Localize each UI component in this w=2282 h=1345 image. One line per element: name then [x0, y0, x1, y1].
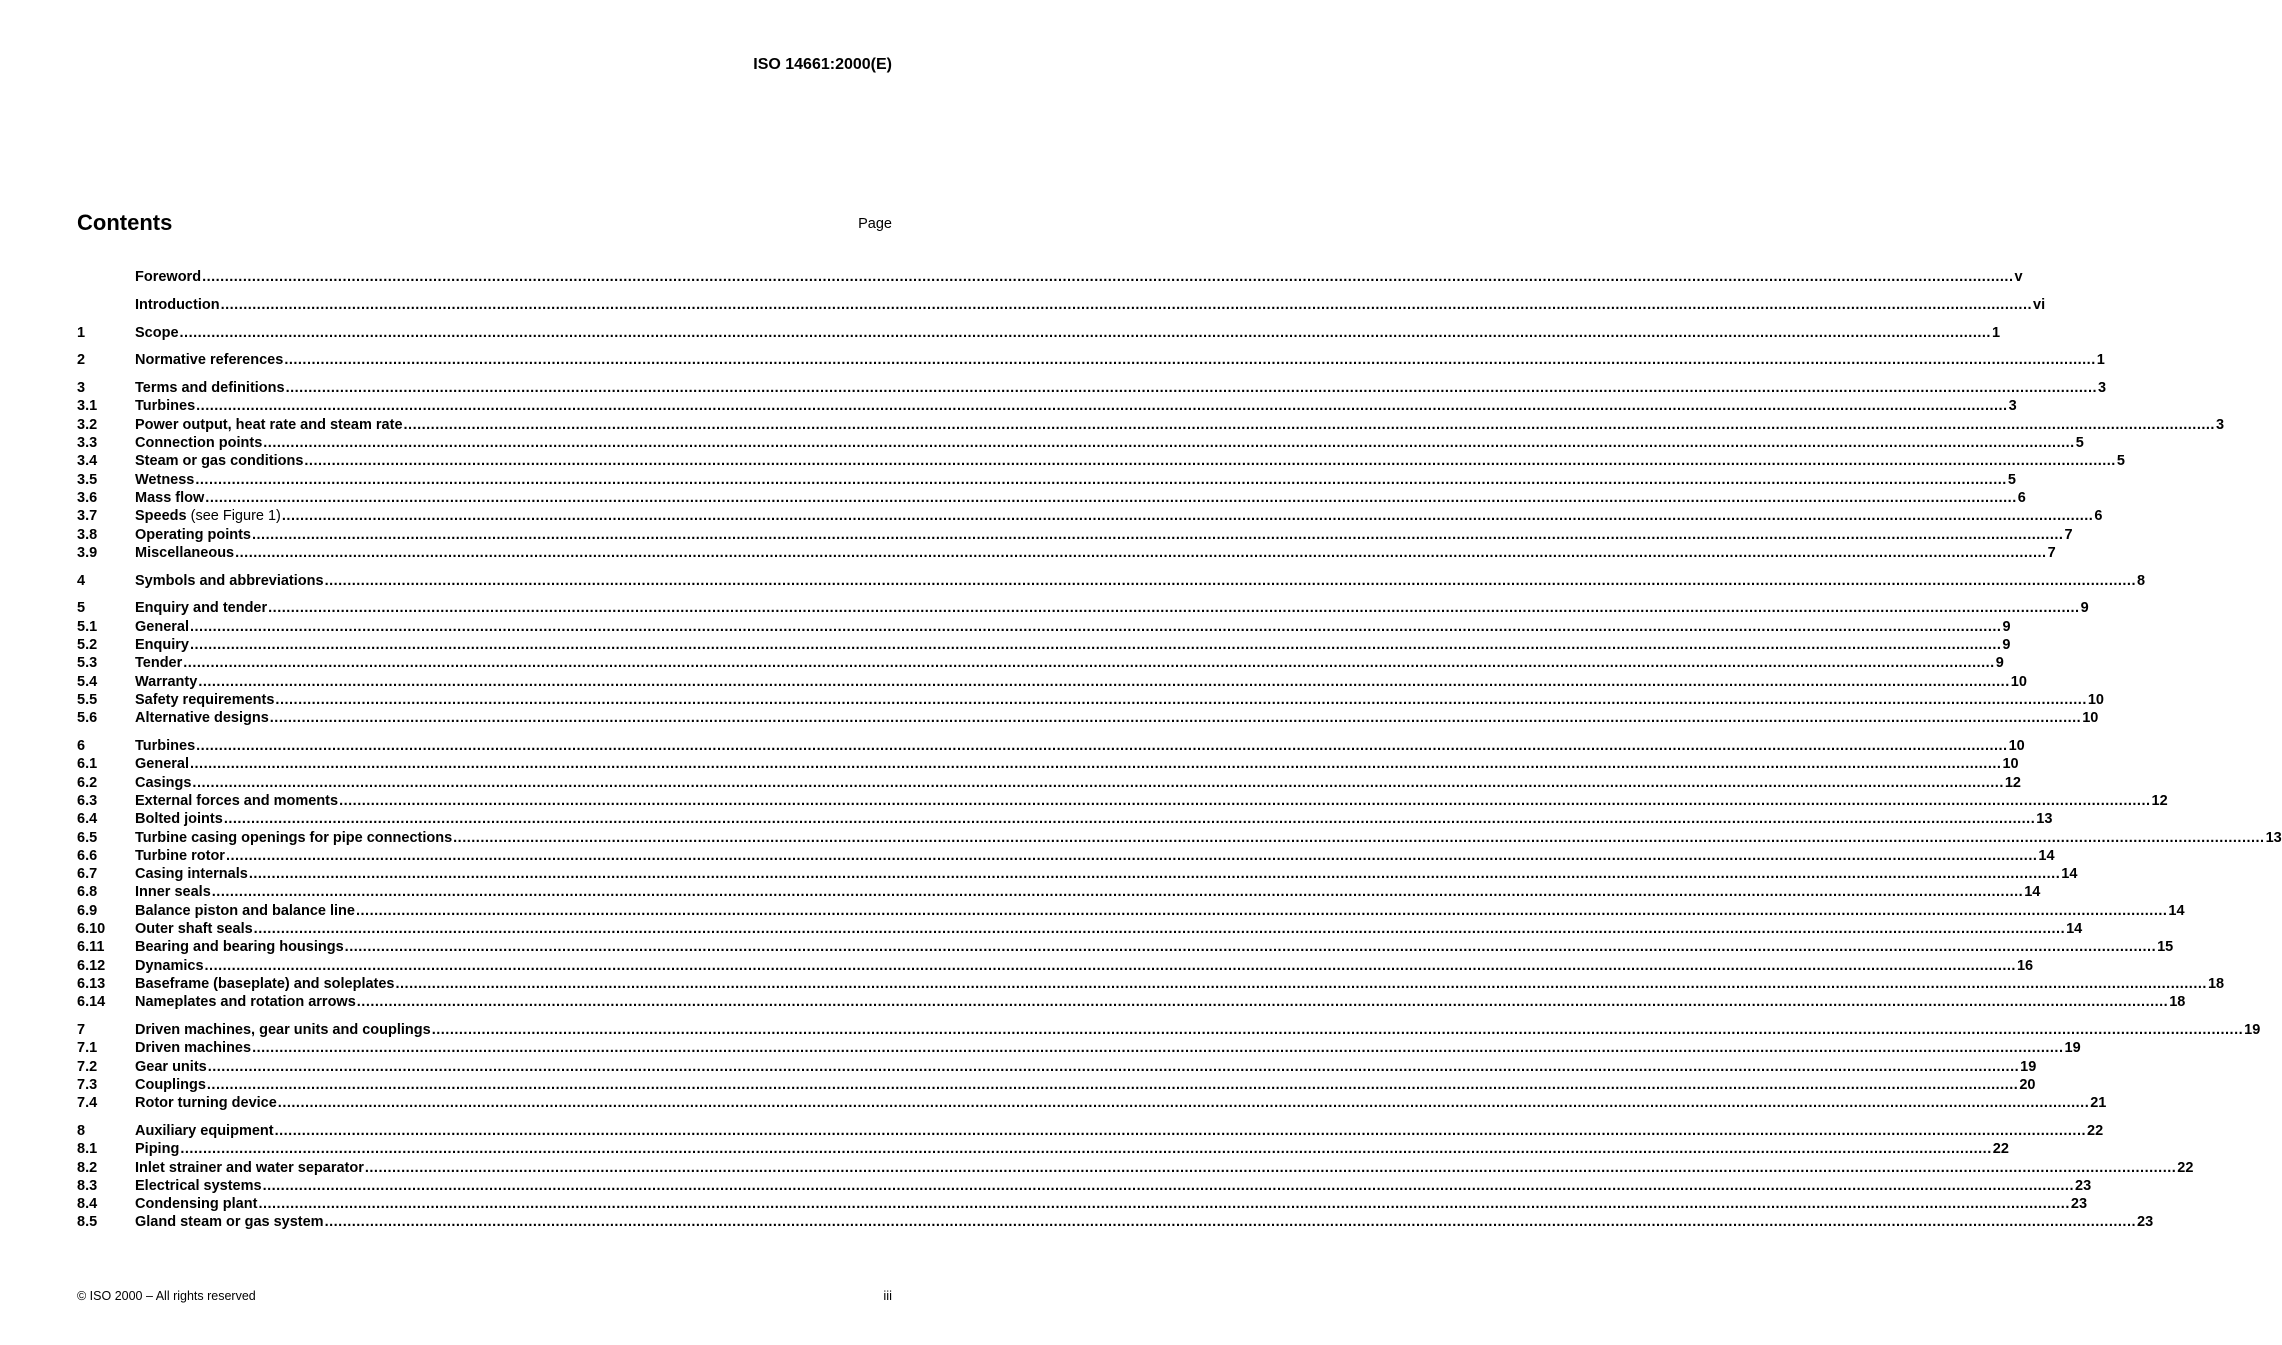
- toc-entry-title-text: Enquiry and tender: [135, 600, 268, 617]
- toc-entry-title-text: Inlet strainer and water separator: [135, 1159, 364, 1176]
- toc-entry-title: [135, 527, 251, 543]
- toc-entry-number: 7: [77, 1021, 86, 1038]
- toc-entry[interactable]: [77, 572, 2146, 591]
- toc-entry[interactable]: [77, 453, 2125, 471]
- toc-entry[interactable]: [77, 957, 2034, 976]
- toc-entry-page: 3: [2215, 416, 2225, 433]
- toc-dot-leader: ................................................................................................................................................................................................................................................................................................................................................................................................................: [339, 792, 2151, 809]
- toc-entry-page: 10: [2010, 673, 2027, 690]
- toc-entry-number: 6.5: [77, 829, 98, 846]
- toc-entry-number: 8.2: [77, 1159, 98, 1176]
- toc-entry[interactable]: [77, 939, 2174, 957]
- toc-entry-number: 3.8: [77, 526, 98, 543]
- toc-entry-title: [135, 637, 189, 653]
- toc-entry[interactable]: [77, 435, 2084, 453]
- toc-dot-leader: ................................................................................................................................................................................................................................................................................................................................................................................................................: [285, 380, 2098, 397]
- page-column-label: Page: [858, 216, 892, 232]
- toc-dot-leader: ................................................................................................................................................................................................................................................................................................................................................................................................................: [344, 939, 2157, 956]
- toc-entry-number: 3.9: [77, 544, 98, 561]
- toc-entry[interactable]: [77, 544, 2056, 563]
- toc-entry-title: [135, 417, 403, 433]
- toc-entry[interactable]: [77, 1141, 2009, 1159]
- toc-entry[interactable]: [77, 710, 2099, 728]
- toc-entry-title: [135, 325, 179, 341]
- toc-dot-leader: ................................................................................................................................................................................................................................................................................................................................................................................................................: [235, 544, 2047, 561]
- toc-entry-title: [135, 775, 191, 791]
- toc-entry-title-text: Piping: [135, 1141, 180, 1158]
- toc-entry-title: [135, 600, 267, 616]
- toc-entry-number: 3.2: [77, 416, 98, 433]
- toc-entry-title: [135, 297, 220, 313]
- toc-entry-title: [135, 674, 197, 690]
- toc-entry-title-text: Auxiliary equipment: [135, 1122, 274, 1139]
- toc-entry-page: 19: [2244, 1021, 2261, 1038]
- toc-entry-title: [135, 866, 248, 882]
- toc-entry[interactable]: [77, 637, 2011, 655]
- toc-dot-leader: ................................................................................................................................................................................................................................................................................................................................................................................................................: [195, 471, 2007, 488]
- toc-entry-title: [135, 692, 274, 708]
- toc-entry-page: 14: [2024, 884, 2041, 901]
- toc-dot-leader: ................................................................................................................................................................................................................................................................................................................................................................................................................: [223, 811, 2036, 828]
- toc-entry-title: [135, 573, 324, 589]
- toc-entry-number: 6.2: [77, 774, 98, 791]
- toc-entry-title: [135, 1123, 274, 1139]
- toc-entry-page: 22: [2177, 1159, 2194, 1176]
- toc-entry-number: 8.5: [77, 1214, 98, 1231]
- toc-entry-title-text: Baseframe (baseplate) and soleplates: [135, 975, 395, 992]
- toc-entry-number: 5.5: [77, 691, 98, 708]
- toc-entry-title: [135, 545, 234, 561]
- toc-entry-title-text: Bearing and bearing housings: [135, 939, 344, 956]
- toc-entry-title-text: Inner seals: [135, 884, 211, 901]
- toc-entry-title: [135, 1077, 206, 1093]
- toc-entry-page: 3: [2008, 398, 2017, 415]
- toc-entry-title-text: Driven machines: [135, 1040, 252, 1057]
- toc-dot-leader: ................................................................................................................................................................................................................................................................................................................................................................................................................: [211, 884, 2024, 901]
- toc-entry-title-text: Outer shaft seals: [135, 921, 253, 937]
- toc-dot-leader: ................................................................................................................................................................................................................................................................................................................................................................................................................: [196, 398, 2008, 415]
- contents-heading: Contents: [77, 210, 173, 235]
- toc-entry-number: 5: [77, 600, 86, 617]
- toc-entry-page: 20: [2019, 1076, 2036, 1093]
- toc-entry-title: [135, 830, 452, 846]
- toc-entry-title-text: Turbines: [135, 738, 196, 755]
- toc-entry-page: 18: [2207, 975, 2225, 992]
- toc-dot-leader: ................................................................................................................................................................................................................................................................................................................................................................................................................: [258, 1196, 2070, 1213]
- toc-entry-page: v: [2014, 269, 2023, 285]
- toc-entry[interactable]: [77, 489, 2026, 508]
- toc-entry-number: 7.1: [77, 1040, 98, 1057]
- toc-entry-number: 8.1: [77, 1141, 98, 1158]
- toc-entry-number: 5.4: [77, 673, 98, 690]
- toc-entry-title: [135, 848, 225, 864]
- toc-entry-number: 6.13: [77, 975, 106, 992]
- toc-entry-page: 21: [2090, 1095, 2107, 1112]
- toc-entry[interactable]: [77, 508, 2103, 526]
- toc-entry-title: [135, 903, 355, 919]
- toc-dot-leader: ................................................................................................................................................................................................................................................................................................................................................................................................................: [269, 710, 2082, 727]
- toc-entry-title: [135, 1141, 179, 1157]
- toc-entry-number: 6.9: [77, 902, 98, 919]
- toc-entry-page: 19: [2064, 1040, 2081, 1057]
- toc-entry-title-text: Couplings: [135, 1076, 206, 1093]
- toc-entry[interactable]: [77, 416, 2225, 435]
- toc-dot-leader: ................................................................................................................................................................................................................................................................................................................................................................................................................: [262, 1177, 2074, 1194]
- toc-entry-title-text: Gland steam or gas system: [135, 1214, 324, 1231]
- toc-entry-number: 6.11: [77, 939, 105, 956]
- toc-dot-leader: ................................................................................................................................................................................................................................................................................................................................................................................................................: [324, 1214, 2137, 1231]
- toc-entry-page: 9: [1995, 655, 2004, 672]
- toc-entry[interactable]: [77, 847, 2055, 866]
- toc-dot-leader: ................................................................................................................................................................................................................................................................................................................................................................................................................: [205, 489, 2017, 506]
- toc-entry[interactable]: [77, 1095, 2107, 1113]
- toc-dot-leader: ................................................................................................................................................................................................................................................................................................................................................................................................................: [453, 829, 2265, 846]
- toc-entry-number: 6: [77, 738, 86, 755]
- toc-entry-page: 10: [2002, 756, 2019, 773]
- toc-entry-title-text: Safety requirements: [135, 691, 275, 708]
- toc-entry-title-text: Miscellaneous: [135, 544, 235, 561]
- toc-entry-title-text: Wetness: [135, 471, 195, 488]
- toc-entry-number: 6.4: [77, 811, 98, 828]
- toc-entry[interactable]: [77, 324, 2001, 343]
- toc-entry-title: [135, 884, 211, 900]
- toc-entry[interactable]: [77, 380, 2107, 398]
- toc-entry-title-text: Casings: [135, 774, 192, 791]
- toc-entry-number: 5.3: [77, 655, 98, 672]
- toc-entry-number: 3.5: [77, 471, 98, 488]
- toc-entry-number: 8: [77, 1122, 86, 1139]
- toc-entry-title-text: Tender: [135, 655, 183, 672]
- toc-entry[interactable]: [77, 975, 2225, 994]
- toc-entry-number: 6.8: [77, 884, 98, 901]
- toc-entry-page: 9: [2002, 618, 2011, 635]
- toc-entry-title: [135, 1178, 262, 1194]
- toc-dot-leader: ................................................................................................................................................................................................................................................................................................................................................................................................................: [277, 1095, 2090, 1112]
- toc-entry-number: 6.6: [77, 847, 98, 864]
- toc-dot-leader: ................................................................................................................................................................................................................................................................................................................................................................................................................: [204, 957, 2016, 974]
- toc-entry-page: 7: [2064, 526, 2073, 543]
- toc-entry-number: 3.7: [77, 508, 98, 525]
- toc-entry[interactable]: [77, 1040, 2081, 1058]
- toc-entry-title: [135, 352, 283, 368]
- toc-entry-title-text: External forces and moments: [135, 792, 339, 809]
- toc-dot-leader: ................................................................................................................................................................................................................................................................................................................................................................................................................: [198, 673, 2010, 690]
- toc-dot-leader: ................................................................................................................................................................................................................................................................................................................................................................................................................: [179, 324, 1991, 341]
- toc-entry-number: 7.2: [77, 1058, 98, 1075]
- toc-entry[interactable]: [77, 1196, 2088, 1214]
- toc-entry-page: 1: [2096, 352, 2105, 369]
- toc-entry-page: 6: [2017, 489, 2026, 506]
- toc-entry-title-text: Scope: [135, 324, 179, 341]
- toc-entry-number: 5.1: [77, 618, 98, 635]
- toc-entry-page: 22: [2087, 1122, 2104, 1139]
- toc-entry-title: [135, 738, 195, 754]
- toc-entry-title-text: Mass flow: [135, 489, 205, 506]
- toc-dot-leader: ................................................................................................................................................................................................................................................................................................................................................................................................................: [196, 738, 2008, 755]
- toc-dot-leader: ................................................................................................................................................................................................................................................................................................................................................................................................................: [268, 600, 2080, 617]
- toc-entry-title: [135, 811, 223, 827]
- toc-entry-page: 12: [2004, 774, 2021, 791]
- toc-entry[interactable]: [77, 792, 2168, 811]
- toc-entry-title-text: Dynamics: [135, 957, 204, 974]
- toc-dot-leader: ................................................................................................................................................................................................................................................................................................................................................................................................................: [263, 435, 2075, 452]
- toc-entry-title-text: Rotor turning device: [135, 1095, 277, 1112]
- toc-entry-number: 6.10: [77, 921, 106, 937]
- toc-entry-page: 13: [2265, 829, 2282, 846]
- toc-dot-leader: ................................................................................................................................................................................................................................................................................................................................................................................................................: [207, 1058, 2020, 1075]
- toc-dot-leader: ................................................................................................................................................................................................................................................................................................................................................................................................................: [274, 1122, 2087, 1139]
- toc-dot-leader: ................................................................................................................................................................................................................................................................................................................................................................................................................: [275, 691, 2087, 708]
- toc-dot-leader: ................................................................................................................................................................................................................................................................................................................................................................................................................: [202, 269, 2014, 285]
- toc-entry[interactable]: [77, 902, 2185, 921]
- toc-entry-title: [135, 756, 189, 772]
- toc-entry-page: 1: [1991, 324, 2001, 341]
- toc-dot-leader: ................................................................................................................................................................................................................................................................................................................................................................................................................: [252, 526, 2064, 543]
- toc-dot-leader: ................................................................................................................................................................................................................................................................................................................................................................................................................: [252, 1040, 2064, 1057]
- toc-entry-title-text: Speeds: [135, 508, 187, 525]
- toc-entry-title: [135, 1160, 364, 1176]
- toc-entry-title-text: Turbine rotor: [135, 847, 225, 864]
- toc-dot-leader: ................................................................................................................................................................................................................................................................................................................................................................................................................: [192, 774, 2004, 791]
- toc-entry-number: 6.12: [77, 957, 106, 974]
- toc-entry[interactable]: [77, 1021, 2261, 1040]
- toc-entry-page: 5: [2116, 453, 2125, 470]
- toc-dot-leader: ................................................................................................................................................................................................................................................................................................................................................................................................................: [355, 902, 2168, 919]
- toc-entry[interactable]: [77, 1076, 2036, 1095]
- toc-entry-number: 3.1: [77, 398, 98, 415]
- toc-entry-title-text: General: [135, 618, 189, 635]
- footer-page-number: iii: [883, 1288, 892, 1303]
- toc-entry-title: [135, 1196, 257, 1212]
- toc-entry-page: 16: [2016, 957, 2034, 974]
- toc-entry-title: [135, 994, 356, 1010]
- toc-entry-number: 7.3: [77, 1076, 98, 1093]
- toc-entry-page: 14: [2168, 902, 2185, 919]
- toc-dot-leader: ................................................................................................................................................................................................................................................................................................................................................................................................................: [284, 352, 2096, 369]
- toc-entry[interactable]: [77, 526, 2073, 545]
- toc-dot-leader: ................................................................................................................................................................................................................................................................................................................................................................................................................: [189, 637, 2002, 654]
- toc-entry-page: 9: [2002, 637, 2011, 654]
- toc-entry-title: [135, 921, 253, 937]
- toc-entry-title: [135, 939, 344, 955]
- toc-entry-number: 6.7: [77, 866, 98, 883]
- toc-entry-number: 6.1: [77, 756, 98, 773]
- toc-entry[interactable]: [77, 1177, 2092, 1196]
- toc-entry-title-text: Bolted joints: [135, 811, 223, 828]
- toc-entry-title-text: Driven machines, gear units and couplings: [135, 1021, 431, 1038]
- toc-entry-number: 5.2: [77, 637, 98, 654]
- toc-entry[interactable]: [77, 994, 2186, 1012]
- toc-dot-leader: ................................................................................................................................................................................................................................................................................................................................................................................................................: [190, 618, 2002, 635]
- toc-dot-leader: ................................................................................................................................................................................................................................................................................................................................................................................................................: [225, 847, 2038, 864]
- toc-entry-page: 14: [2066, 921, 2083, 937]
- toc-entry-title-text: Gear units: [135, 1058, 207, 1075]
- footer-copyright: © ISO 2000 – All rights reserved: [77, 1289, 256, 1303]
- toc-entry-title: [135, 269, 201, 285]
- toc-entry-number: 6.14: [77, 994, 106, 1011]
- toc-entry-title-text: Nameplates and rotation arrows: [135, 994, 356, 1011]
- toc-entry-number: 4: [77, 572, 86, 589]
- toc-entry-title: [135, 793, 338, 809]
- toc-entry-page: 10: [2008, 738, 2025, 755]
- toc-entry-title-note: (see Figure 1): [186, 508, 281, 525]
- toc-entry[interactable]: [77, 655, 2004, 673]
- toc-entry-page: 7: [2047, 544, 2056, 561]
- toc-entry[interactable]: [77, 398, 2017, 416]
- toc-entry-title-text: Normative references: [135, 352, 284, 369]
- toc-entry[interactable]: [77, 352, 2105, 370]
- toc-entry-number: 3.3: [77, 435, 98, 452]
- toc-dot-leader: ................................................................................................................................................................................................................................................................................................................................................................................................................: [183, 655, 1995, 672]
- toc-entry-title-text: Operating points: [135, 526, 251, 543]
- toc-entry-title: [135, 490, 204, 506]
- toc-dot-leader: ................................................................................................................................................................................................................................................................................................................................................................................................................: [206, 1076, 2019, 1093]
- toc-dot-leader: ................................................................................................................................................................................................................................................................................................................................................................................................................: [324, 572, 2136, 589]
- toc-entry-title-text: Foreword: [135, 269, 202, 285]
- toc-entry[interactable]: [77, 618, 2011, 637]
- toc-dot-leader: ................................................................................................................................................................................................................................................................................................................................................................................................................: [253, 921, 2066, 937]
- toc-entry-page: 23: [2070, 1196, 2088, 1213]
- toc-entry-title: [135, 1040, 251, 1056]
- toc-entry-number: 8.4: [77, 1196, 98, 1213]
- table-of-contents: [77, 269, 2282, 1233]
- toc-entry-title-text: Connection points: [135, 435, 263, 452]
- toc-entry-title: [135, 655, 182, 671]
- toc-entry-title: [135, 710, 269, 726]
- toc-entry-title-text: Turbine casing openings for pipe connections: [135, 829, 453, 846]
- toc-entry-number: 1: [77, 324, 86, 341]
- toc-dot-leader: ................................................................................................................................................................................................................................................................................................................................................................................................................: [356, 994, 2169, 1011]
- toc-entry-title: [135, 619, 189, 635]
- toc-entry[interactable]: [77, 811, 2053, 829]
- toc-entry-title-text: Balance piston and balance line: [135, 902, 355, 919]
- toc-entry-page: 3: [2098, 380, 2107, 397]
- toc-entry-title-text: Warranty: [135, 673, 198, 690]
- toc-entry-page: 19: [2020, 1058, 2037, 1075]
- toc-dot-leader: ................................................................................................................................................................................................................................................................................................................................................................................................................: [220, 296, 2033, 313]
- toc-entry-page: vi: [2033, 296, 2046, 313]
- toc-entry-title: [135, 453, 303, 469]
- toc-entry-title-text: Electrical systems: [135, 1177, 262, 1194]
- toc-entry-title: [135, 1095, 277, 1111]
- toc-entry-page: 18: [2169, 994, 2186, 1011]
- toc-entry[interactable]: [77, 1159, 2194, 1178]
- toc-entry-title-text: Enquiry: [135, 637, 189, 654]
- toc-entry-page: 15: [2157, 939, 2174, 956]
- toc-entry[interactable]: [77, 756, 2019, 774]
- toc-entry[interactable]: [77, 738, 2025, 756]
- toc-entry-number: 5.6: [77, 710, 98, 727]
- toc-dot-leader: ................................................................................................................................................................................................................................................................................................................................................................................................................: [364, 1159, 2177, 1176]
- toc-entry-title: [135, 380, 285, 396]
- toc-dot-leader: ................................................................................................................................................................................................................................................................................................................................................................................................................: [180, 1141, 1992, 1158]
- toc-dot-leader: ................................................................................................................................................................................................................................................................................................................................................................................................................: [395, 975, 2207, 992]
- toc-entry-number: 6.3: [77, 792, 98, 809]
- toc-dot-leader: ................................................................................................................................................................................................................................................................................................................................................................................................................: [281, 508, 2094, 525]
- toc-entry-title-text: Terms and definitions: [135, 380, 285, 397]
- toc-entry-page: 10: [2087, 691, 2104, 708]
- toc-entry-number: 3: [77, 380, 86, 397]
- toc-entry-title: [135, 1022, 431, 1038]
- toc-entry[interactable]: [77, 1214, 2154, 1232]
- toc-entry-title-text: Turbines: [135, 398, 196, 415]
- toc-entry[interactable]: [77, 691, 2104, 710]
- toc-entry-page: 9: [2080, 600, 2089, 617]
- toc-entry-page: 6: [2094, 508, 2103, 525]
- toc-entry-title: [135, 472, 194, 488]
- toc-entry[interactable]: [77, 1122, 2104, 1141]
- toc-entry[interactable]: [77, 471, 2016, 490]
- toc-entry[interactable]: [77, 921, 2083, 939]
- toc-entry[interactable]: [77, 884, 2041, 902]
- toc-entry-title: [135, 976, 395, 992]
- toc-entry-title: [135, 435, 262, 451]
- toc-dot-leader: ................................................................................................................................................................................................................................................................................................................................................................................................................: [403, 416, 2215, 433]
- toc-entry[interactable]: [77, 673, 2027, 692]
- toc-entry-page: 5: [2007, 471, 2016, 488]
- toc-entry-title-text: Symbols and abbreviations: [135, 572, 324, 589]
- toc-dot-leader: ................................................................................................................................................................................................................................................................................................................................................................................................................: [304, 453, 2116, 470]
- toc-entry-page: 23: [2137, 1214, 2154, 1231]
- toc-entry-title: [135, 958, 204, 974]
- toc-dot-leader: ................................................................................................................................................................................................................................................................................................................................................................................................................: [190, 756, 2002, 773]
- toc-entry-number: 8.3: [77, 1177, 98, 1194]
- toc-entry-title-text: Introduction: [135, 296, 220, 313]
- toc-entry[interactable]: [77, 829, 2282, 848]
- toc-entry-number: 3.4: [77, 453, 98, 470]
- toc-entry-page: 23: [2075, 1177, 2092, 1194]
- document-id: ISO 14661:2000(E): [753, 56, 892, 73]
- toc-entry-page: 13: [2036, 811, 2053, 828]
- toc-entry[interactable]: [77, 1058, 2037, 1077]
- toc-entry-page: 22: [1992, 1141, 2009, 1158]
- toc-entry-title-text: Steam or gas conditions: [135, 453, 304, 470]
- toc-dot-leader: ................................................................................................................................................................................................................................................................................................................................................................................................................: [248, 866, 2061, 883]
- toc-dot-leader: ................................................................................................................................................................................................................................................................................................................................................................................................................: [431, 1021, 2244, 1038]
- toc-entry-page: 5: [2075, 435, 2084, 452]
- toc-entry-title: [135, 508, 281, 524]
- toc-entry[interactable]: [77, 269, 2023, 287]
- toc-entry-page: 14: [2038, 847, 2055, 864]
- toc-entry-number: 7.4: [77, 1095, 98, 1112]
- toc-entry[interactable]: [77, 774, 2021, 793]
- toc-entry-page: 14: [2061, 866, 2078, 883]
- toc-entry-title-text: Condensing plant: [135, 1196, 258, 1213]
- toc-entry-number: 3.6: [77, 489, 98, 506]
- toc-entry-title-text: General: [135, 756, 189, 773]
- toc-entry-page: 8: [2137, 572, 2146, 589]
- toc-entry-page: 12: [2151, 792, 2168, 809]
- toc-entry-title: [135, 398, 195, 414]
- toc-entry-title-text: Alternative designs: [135, 710, 269, 727]
- toc-entry[interactable]: [77, 296, 2046, 315]
- toc-entry[interactable]: [77, 600, 2089, 618]
- toc-entry-title-text: Power output, heat rate and steam rate: [135, 416, 403, 433]
- toc-entry-title-text: Casing internals: [135, 866, 248, 883]
- toc-entry[interactable]: [77, 866, 2078, 884]
- toc-entry-number: 2: [77, 352, 86, 369]
- toc-entry-title: [135, 1214, 324, 1230]
- toc-entry-title: [135, 1059, 207, 1075]
- toc-entry-page: 10: [2082, 710, 2099, 727]
